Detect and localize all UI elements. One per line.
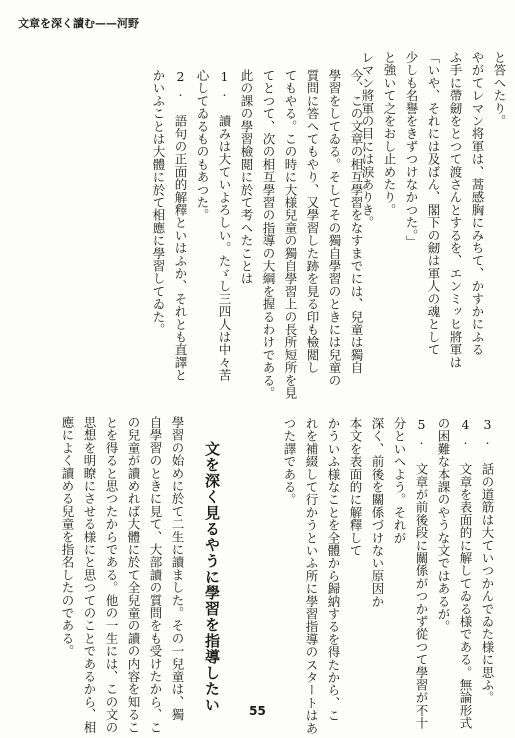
text-line: れを補綴して行かうといふ所に學習指導のスタートはあ (304, 417, 319, 735)
bottom-right-text-block (268, 417, 498, 735)
bottom-left-text-block (40, 416, 188, 734)
text-line: 2. 語句の正面的解釋といはふか、それとも直譯と (173, 69, 188, 382)
text-line: 此の課の學習檢閲に於て考へたことは (239, 69, 254, 285)
text-line: つた譯である。 (282, 417, 297, 506)
text-line: 今、この文章の相互學習をなすまでには、兒童は獨自 (349, 69, 364, 374)
text-line: 質問に答へてもやり、又學習した跡を見る印も檢閲し (305, 69, 320, 374)
text-line: の困難な本課のやうな文ではあるが。 (436, 417, 451, 633)
text-line: 學習をしてゐる。そしてその獨自學習のときには兒童の (327, 69, 342, 387)
text-line: 學習の始めに於て二生に讀ました。その一兒童は、獨 (170, 416, 185, 721)
section-heading: 文を深く見るやうに學習を指導したい (203, 441, 221, 713)
text-line: かいふことは大體に於て相應に學習してゐた。 (151, 69, 166, 336)
text-line: と答へたり。 (492, 51, 507, 128)
text-line: てとつて、次の相互學習の指導の大綱を握るわけである。 (261, 69, 276, 400)
text-line: ふ手に帶劒をとつて渡さんとするを、エンミッヒ將軍は (448, 51, 463, 369)
text-line: てもやる。この時に大様兒童の獨自學習上の長所短所を見 (283, 69, 298, 400)
text-line: の兒童が讀めれば大體に於て全兒童の讀の内容を知るこ (126, 416, 141, 734)
text-line: 「いや、それには及ばん、閣下の劒は軍人の魂として (426, 51, 441, 356)
text-line: かういふ様なことを全體から歸納するを得たから、こ (326, 417, 341, 722)
text-line: やがてレマン将軍は、蒿感胸にみちて、かすかにふる (470, 51, 485, 356)
text-line: 少しも名譽をきずつけなかつた。」 (404, 51, 419, 248)
text-line: 心してゐるものもあつた。 (195, 69, 210, 222)
text-line: 深く、前後を關係づけない原因か (370, 417, 385, 608)
top-right-text-block (360, 51, 510, 397)
text-line: 5. 文章が前後段に關係がつかず從つて學習が不十 (414, 417, 429, 730)
text-line: 本文を表面的に解釋して (348, 417, 363, 557)
text-line: と強いて之をおし止めたり。 (382, 51, 397, 217)
text-line: 應によく讀める兒童を指名したのである。 (60, 416, 75, 658)
text-line: とを得ると思つたからである。他の一生には、この文の (104, 416, 119, 734)
text-line: 3. 話の道筋は大ていつかんでゐた様に思ふ。 (480, 417, 495, 704)
page-number: 55 (249, 704, 266, 718)
text-line: 自學習のときに見て、大部讀の質問をも受けたから、こ (148, 416, 163, 734)
text-line: 思想を明瞭にさせる様にと思つてのことであるから、相 (82, 416, 97, 734)
text-line: 分といへよう。それが (392, 417, 407, 544)
text-line: 4. 文章を表面的に解してゐる様である。無論形式 (458, 417, 473, 730)
text-line: レマン將軍の目には淚ありき。 (360, 51, 375, 229)
top-left-text-block (40, 69, 367, 400)
running-head: 文章を深く讀む——河野 (18, 17, 139, 30)
text-line: 1. 讀みは大ていよろしい。たゞし三四人は中々苦 (217, 69, 232, 382)
